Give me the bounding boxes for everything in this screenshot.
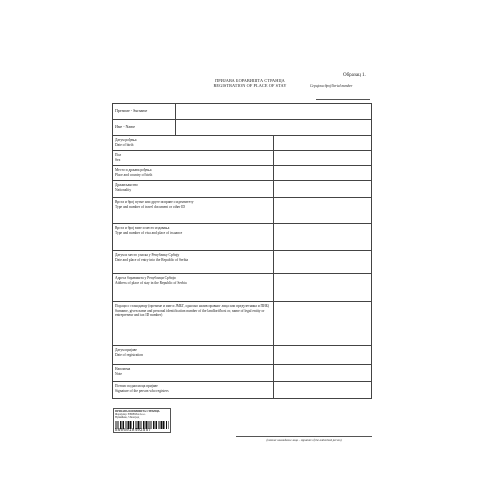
table-row <box>113 302 372 346</box>
field-label <box>113 251 274 274</box>
field-label-en: Place and country of birth <box>115 172 153 177</box>
serial-number-line <box>316 99 370 100</box>
field-label-cyr: Напомена <box>115 367 131 371</box>
barcode-number: 8606019492557 <box>115 427 152 433</box>
serial-number-label: Серијски број/Serial number <box>310 84 353 88</box>
barcode-address: Нушићева, 5 Београд <box>115 416 140 420</box>
field-value[interactable] <box>274 198 372 224</box>
registration-table <box>112 103 372 399</box>
table-row <box>113 120 372 136</box>
field-value[interactable] <box>274 136 372 151</box>
table-row <box>113 198 372 224</box>
field-label-en: Date of birth <box>115 142 134 147</box>
field-label-en: Signature of the person who registers <box>115 388 169 393</box>
barcode-label <box>113 408 171 433</box>
table-row <box>113 224 372 251</box>
field-value[interactable] <box>274 181 372 198</box>
field-value[interactable] <box>274 302 372 346</box>
field-label <box>113 346 274 365</box>
field-value[interactable] <box>274 274 372 302</box>
field-label-cyr: Врста и број путне или друге исправе о идентитету <box>115 200 194 204</box>
field-label-en: Surname, given name and personal identification number of the landlord/host or, name of legal entity or entrepreneur and tax ID number) <box>115 308 265 318</box>
barcode-title: ПРИЈАВА БОРАВИШТА СТРАНЦА <box>115 410 160 413</box>
field-value[interactable] <box>274 151 372 166</box>
surname-label: Презиме - Surname <box>113 104 176 120</box>
table-row <box>113 274 372 302</box>
table-row <box>113 151 372 166</box>
field-label <box>113 382 274 399</box>
field-value[interactable] <box>274 382 372 399</box>
table-row <box>113 382 372 399</box>
field-label <box>113 166 274 181</box>
field-value[interactable] <box>274 346 372 365</box>
name-field[interactable] <box>176 120 372 136</box>
field-label <box>113 198 274 224</box>
table-row <box>113 181 372 198</box>
field-label-en: Date and place of entry into the Republic of Serbia <box>115 257 189 262</box>
field-label-cyr: Држављанство <box>115 183 138 187</box>
field-label <box>113 274 274 302</box>
authorized-signature-caption: (потпис овлашћеног лица – signature of the authorized person) <box>266 438 342 442</box>
field-value[interactable] <box>274 224 372 251</box>
field-label <box>113 224 274 251</box>
form-title-cyrillic: ПРИЈАВА БОРАВИШТА СТРАНЦА <box>215 78 285 83</box>
field-label-cyr: Место и држава рођења <box>115 168 152 172</box>
field-label-en: Address of place of stay in the Republic of Serbia <box>115 280 187 285</box>
field-label-en: Date of registration <box>115 352 143 357</box>
form-number: Образац 1. <box>343 73 366 78</box>
field-value[interactable] <box>274 251 372 274</box>
table-row <box>113 346 372 365</box>
field-label-en: Nationality <box>115 187 132 192</box>
field-label <box>113 365 274 382</box>
field-value[interactable] <box>274 365 372 382</box>
field-value[interactable] <box>274 166 372 181</box>
table-row <box>113 365 372 382</box>
field-label-cyr: Датум и место уласка у Републику Србију <box>115 253 180 257</box>
field-label-cyr: Адреса боравишта у Републици Србији <box>115 276 176 280</box>
field-label <box>113 151 274 166</box>
field-label-cyr: Подаци о станодавцу (презиме и име и ЈМБГ, односно назив правног лица или предузетника и ПИБ) <box>115 304 269 308</box>
surname-field[interactable] <box>176 104 372 120</box>
table-row <box>113 136 372 151</box>
field-label <box>113 136 274 151</box>
field-label-en: Type and number of travel document or other ID <box>115 204 186 209</box>
field-label-en: Note <box>115 371 122 376</box>
name-label: Име - Name <box>113 120 176 136</box>
barcode-publisher: Формулар: EPREMA d.o.o. <box>115 413 146 417</box>
table-row <box>113 251 372 274</box>
field-label-cyr: Врста и број визе и место издавања <box>115 226 170 230</box>
form-title <box>190 78 310 88</box>
field-label-cyr: Датум пријаве <box>115 348 137 352</box>
table-row <box>113 104 372 120</box>
field-label-cyr: Пол <box>115 153 122 157</box>
field-label <box>113 181 274 198</box>
field-label <box>113 302 274 346</box>
table-row <box>113 166 372 181</box>
field-label-en: Type and number of visa and place of issuance <box>115 230 183 235</box>
authorized-signature-line <box>236 436 372 437</box>
field-label-cyr: Потпис подносиоца пријаве <box>115 384 158 388</box>
field-label-en: Sex <box>115 157 121 162</box>
form-title-english: REGISTRATION OF PLACE OF STAY <box>213 83 287 88</box>
field-label-cyr: Датум рођења <box>115 138 137 142</box>
